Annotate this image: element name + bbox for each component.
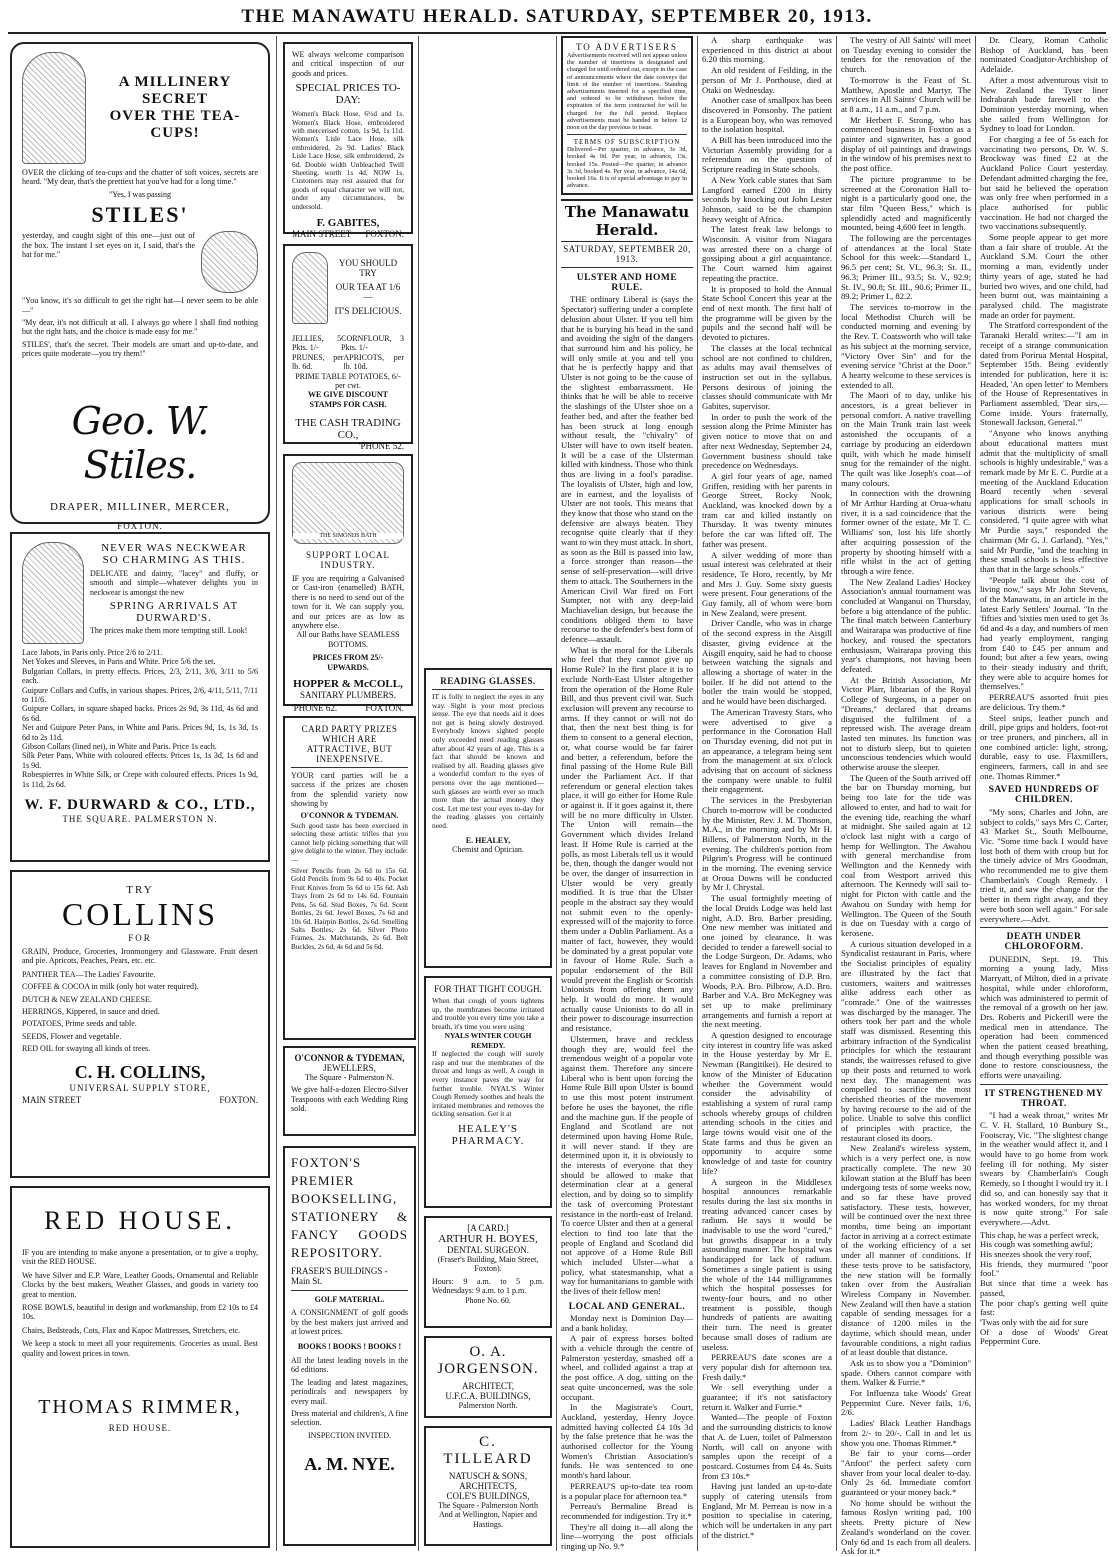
- editorial-column: [561, 36, 693, 1551]
- jorgenson-address: Palmerston North.: [458, 1401, 518, 1410]
- boyes-name: ARTHUR H. BOYES,: [438, 1233, 538, 1245]
- news-item: A pair of express horses bolted with a vehicle through the centre of Palmerston yesterday, smashed off a wheel, and collided against a trap at the post office. A dog, sitting on the seat quite unconcerned, was the sole occupant.: [561, 1333, 693, 1402]
- cash-item: APRICOTS, per lb. 10d.: [343, 352, 404, 372]
- poem-line: 'Twas only with the aid for sure: [980, 1317, 1089, 1327]
- gabites-paragraph: WE always welcome comparison and critical inspection of our goods and prices.: [292, 50, 404, 78]
- gabites-firm: F. GABITES,: [316, 217, 380, 230]
- tea-drinker-illustration: [292, 252, 328, 324]
- lady-portrait-illustration: [22, 52, 86, 164]
- tilleard-architect-ad: [424, 1426, 552, 1546]
- hat-illustration: [201, 231, 258, 293]
- news-item: The New Zealand Ladies' Hockey Association's annual tournament was concluded at Wanganui on Thursday, before a big attendance of the public. The final match between Canterbury and Wairarapa was productive of fine hockey, and roused the spectators enthusiasm, Wairarapa proving this year's champions, not having been defeated.: [841, 576, 971, 674]
- hopper-paragraph: IF you are requiring a Galvanised or Cast-iron (enamelled) BATH, there is no need to send out of the town for it. We can supply you, and our prices are as low as anywhere else.: [292, 574, 404, 631]
- list-item: Net Yokes and Sleeves, in Paris and White. Price 5/6 the set.: [22, 657, 216, 667]
- news-item: PERREAU'S up-to-date tea room is a popular place for afternoon tea.*: [561, 1480, 693, 1501]
- stiles-title-1: A MILLINERY SECRET: [118, 74, 232, 107]
- editorial-title: ULSTER AND HOME RULE.: [576, 273, 678, 294]
- red-house-paragraph: Chairs, Bedsteads, Cots, Flax and Kapoc Mattresses, Stretchers, etc.: [22, 1325, 241, 1335]
- stiles-paragraph: "Yes, I was passing: [108, 189, 171, 199]
- hopper-firm: HOPPER & McCOLL,: [293, 678, 403, 691]
- news-item: To-morrow is the Feast of St. Matthew, Apostle and Martyr. The services in All Saints' Church will be at 8 a.m., 11 a.m., and 7 p.m.: [841, 74, 971, 114]
- cough-paragraph: When that cough of yours tightens up, the membranes become irritated and trouble you every time you take a breath, it's time you were using: [432, 996, 544, 1031]
- throat-title: IT STRENGTHENED MY THROAT.: [984, 1088, 1104, 1109]
- stiles-brand: STILES': [91, 202, 189, 228]
- cash-phone: 'PHONE 52.: [358, 441, 404, 452]
- cash-stamps: WE GIVE DISCOUNT STAMPS FOR CASH.: [307, 390, 388, 409]
- tilleard-address: COLE'S BUILDINGS,: [446, 1491, 530, 1501]
- bath-caption: THE SIMONDS BATH: [293, 533, 403, 539]
- news-item: Dr. Cleary, Roman Catholic Bishop of Auckland, has been nominated Coadjutor-Archbishop of Adelaide.: [980, 35, 1108, 75]
- stiles-paragraph: yesterday, and caught sight of this one—just out of the box. The instant I set eyes on it, I said, that's the hat for me.": [22, 231, 195, 260]
- collins-ad: [10, 870, 270, 1178]
- news-item: After a most adventurous visit to New Zealand the Tyser liner Indrabarah bade farewell to the Dominion yesterday morning, when she sailed from Wellington for Sydney to load for London.: [980, 74, 1108, 134]
- list-item: Lace Jabots, in Paris only. Price 2/6 to 2/11.: [22, 648, 163, 657]
- list-item: Guipure Collars, in square shaped backs. Prices 2s 9d, 3s 11d, 4s 6d and 6s 6d.: [22, 704, 258, 723]
- red-house-firm: THOMAS RIMMER,: [38, 1396, 242, 1419]
- card-party-title: CARD PARTY PRIZES WHICH ARE ATTRACTIVE, BUT INEXPENSIVE.: [301, 724, 398, 764]
- news-item: A question designed to encourage city interest in country life was asked in the House yesterday by Mr E. Newman (Rangitikei). He desired to know of the Minister of Education whether the Government would consider the advisability of establishing a system of rural camp schools whereby groups of children attending schools in the cities and large towns would visit one of the State farms and thus be given an opportunity to acquire some knowledge of and taste for country life?: [702, 1030, 832, 1176]
- boyes-hours: Hours: 9 a.m. to 5 p.m. Wednesdays: 9 a.m. to 1 p.m.: [432, 1276, 544, 1296]
- boyes-dentist-ad: [424, 1216, 552, 1328]
- red-house-paragraph: ROSE BOWLS, beautiful in design and workmanship, from £2 10s to £4 10s.: [22, 1303, 258, 1322]
- news-item: Wanted—The people of Foxton and the surrounding districts to know that A. de Luen, toilet of Palmerston North, will call on anyone with samples upon the receipt of a postcard. Costumes from £4 4s. Suits from £3 10s.*: [702, 1412, 832, 1481]
- durward-address: THE SQUARE. PALMERSTON N.: [62, 814, 218, 825]
- list-item: Gibson Collars (lined net), in White and Paris. Price 1s each.: [22, 742, 217, 752]
- collins-firm: C. H. COLLINS,: [74, 1061, 206, 1082]
- news-column-5: [702, 36, 832, 1551]
- news-item: A Bill has been introduced into the Victorian Assembly providing for a referendum on the question of Scripture reading in State schools.: [702, 135, 832, 175]
- news-item: "I had a weak throat," writes Mr C. V. H. Stallard, 10 Bunbury St., Footscray, Vic. "The slightest change in the weather would affect it, and I would have to go home from work feeling ill for nothing. My sister swears by Chamberlain's Cough Remedy, so I thought I would try it. I did so, and can honestly say that it has worked wonders, for my throat is now quite strong." For sale everywhere.—Advt.: [980, 1110, 1108, 1227]
- card-party-paragraph: YOUR card parties will be a success if the prizes are chosen from the splendid variety now showing by: [291, 771, 408, 809]
- gabites-town: FOXTON.: [365, 229, 404, 240]
- jorgenson-name: O. A. JORGENSON.: [437, 1344, 539, 1377]
- collins-town: FOXTON.: [219, 1094, 258, 1105]
- notices-paragraph: Advertisements received will not appear unless the number of insertions is designated and charged for until ordered out, except in the case of announcements where the date conveys the limit of the number of insertions. Standing advertisements inserted for a specified time, and ordered to be withdrawn before the expiration of the term contracted for will be charged for the full period. Replace advertisements must be handed in before 12 noon on the day previous to issue.: [567, 52, 688, 132]
- hopper-paragraph: All our Baths have SEAMLESS BOTTOMS.: [296, 630, 400, 649]
- news-item: The picture programme to be screened at the Coronation Hall to-night is a particularly good one, the star film "Queen Bess," which is splendidly acted and magnificently mounted, being 4,600 feet in length.: [841, 173, 971, 233]
- list-item: Bulgarian Collars, in pretty effects. Prices, 2/3, 2/11, 3/6, 3/11 to 5/6 each.: [22, 666, 258, 686]
- jorgenson-trade: ARCHITECT,: [461, 1381, 515, 1391]
- news-item: DUNEDIN, Sept. 19. This morning a young lady, Miss Marryatt, of Milton, died in a private hospital, while under chloroform, which was administered to permit of the removal of a growth on her jaw. Drs. Roberts and Pickerill were the medical men in attendance. The operation had been commenced when the patient ceased breathing, and though everything possible was done to restore consciousness, the efforts were unavailing.: [980, 953, 1108, 1081]
- list-item: RED OIL for swaying all kinds of trees.: [22, 1044, 151, 1054]
- nye-paragraph: A CONSIGNMENT of golf goods by the best makers just arrived and at lowest prices.: [291, 1308, 408, 1337]
- poem-line: His sneezes shook the very roof,: [980, 1249, 1092, 1260]
- boyes-phone: Phone No. 60.: [465, 1295, 511, 1305]
- news-item: "Anyone who knows anything about educational matters must admit that the multiplicity of small schools is highly undesirable," was a remark made by Mr E. C. Purdie at a meeting of the Auckland Education Board recently when several applications for small schools in various districts were being considered. "I quite agree with what Mr Purdie says," responded the chairman (Mr G. J. Garland). "Yes," said Mr Purdie, "and the teaching in these small schools is less effective than that in the large schools.": [980, 428, 1108, 574]
- news-item: "People talk about the cost of living now," says Mr John Stevens, of the Manawatu, in an article in the latest Early Settlers' Journal. "In the 'fifties and 'sixties men used to get 3s 6d and 4s a day, and numbers of men had yearly employment, ranging from £40 to £45 per annum and found; but after a few years, owing to their steady industry and thrift, they were able to acquire homes for themselves.": [980, 574, 1108, 692]
- news-column-6: [841, 35, 971, 1557]
- newspaper-masthead: THE MANAWATU HERALD. SATURDAY, SEPTEMBER 20, 1913.: [8, 6, 1106, 34]
- golf-title: GOLF MATERIAL.: [314, 1295, 385, 1304]
- news-item: A surgeon in the Middlesex hospital announces remarkable results during the last six months in treating advanced cancer cases by radium. He says it would be inadvisable to use the word "cured," but growths disappear in a truly astounding manner. The hospital was handicapped for lack of radium. Sometimes a single patient is using the whole of the 144 milligrammes which the hospital possesses for twenty-four hours, and no other treatment is possible, though hundreds of patients are awaiting their turn. The need is greater because small doses of radium are useless.: [702, 1176, 832, 1352]
- news-item: It is proposed to hold the Annual State School Concert this year at the end of next month. The first half of the programme will be given by the pupils and the second half will be devoted to pictures.: [702, 283, 832, 343]
- column-rule: [697, 36, 698, 1551]
- news-item: Mr Herbert F. Strong, who has commenced business in Foxton as a painter and signwriter, has a good display of oil paintings and drawings in the window of his premises next to the post office.: [841, 114, 971, 174]
- news-item: New Zealand's wireless system, which is a very perfect one, is now practically complete. The new 30 kilowatt station at the Bluff has been undergoing tests of some weeks now, and so far these have proved satisfactory. These tests, however, will be continued over the next three months, time being an important factor in arriving at a correct estimate of the working efficiency of a set under all manner of conditions. If these tests prove to be satisfactory, the new station will be formally taken over from the Australian Wireless Company in November. New Zealand will then have a station capable of sending messages for a distance of 1200 miles in the daytime, which should mean, under favourable conditions, a night radius of at least double that distance.: [841, 1143, 971, 1358]
- poem-line: Of a dose of Woods' Great Peppermint Cure.: [980, 1326, 1108, 1347]
- list-item: HERRINGS, Kippered, in sauce and dried.: [22, 1007, 160, 1017]
- durward-arrivals-1: SPRING ARRIVALS AT: [109, 600, 239, 613]
- death-chloroform-title: DEATH UNDER CHLOROFORM.: [1004, 932, 1084, 952]
- news-item: Ladies' Black Leather Handbags from 2/- to 20/-. Call in and let us show you one. Thomas Rimmer.*: [841, 1418, 971, 1448]
- cash-title-1: YOU SHOULD TRY: [338, 258, 398, 278]
- pharmacy-name: HEALEY'S: [457, 1122, 519, 1135]
- news-item: The vestry of All Saints' will meet on Tuesday evening to consider the tenders for the renovation of the church.: [841, 35, 971, 75]
- durward-arrivals-2: DURWARD'S.: [136, 612, 212, 625]
- durward-title-2: SO CHARMING AS THIS.: [102, 554, 246, 566]
- news-item: In the Magistrate's Court, Auckland, yesterday, Henry Joyce admitted having collected £4 10s 3d by the false pretence that he was the authorised collector for the Young Women's Christian Association's funds. He was sentenced to one month's hard labour.: [561, 1402, 693, 1481]
- red-house-paragraph: We have Silver and E.P. Ware, Leather Goods, Ornamental and Reliable Clocks by the best makers, Weather Glasses, and goods in variety too great to mention.: [22, 1270, 258, 1299]
- herald-nameplate: The Manawatu Herald.: [561, 199, 693, 242]
- cash-firm: THE CASH TRADING CO.,: [295, 417, 401, 442]
- tilleard-address: The Square - Palmerston North: [438, 1501, 538, 1510]
- red-house-place: RED HOUSE.: [108, 1423, 172, 1434]
- news-item: Monday next is Dominion Day—and a bank holiday.: [561, 1312, 693, 1333]
- column-rule: [975, 36, 976, 1551]
- oconnor-firm: O'CONNOR & TYDEMAN,: [294, 1053, 405, 1063]
- news-item: Be fair to your corns—order "Anfoot" the perfect safety corn shaver from your local dealer to-day. Only 2s 6d. Immediate comfort guaranteed or your money back.*: [841, 1448, 971, 1498]
- issue-date: SATURDAY, SEPTEMBER 20, 1913.: [563, 244, 691, 265]
- local-general-title: LOCAL AND GENERAL.: [568, 1301, 686, 1312]
- list-item: DUTCH & NEW ZEALAND CHEESE.: [22, 994, 152, 1004]
- stiles-paragraph: "You know, it's so difficult to get the right hat—I never seem to be able—": [22, 296, 258, 315]
- news-item: PERREAU'S date scones are a very popular dish for afternoon tea. Fresh daily.*: [702, 1352, 832, 1382]
- red-house-ad: [10, 1186, 270, 1548]
- notices-title: TO ADVERTISERS: [575, 42, 679, 52]
- tilleard-trade: ARCHITECTS,: [459, 1481, 517, 1491]
- stiles-paragraph: STILES', that's the secret. Their models are smart and up-to-date, and prices quite moderate—you try them!": [22, 339, 258, 359]
- news-item: Another case of smallpox has been discovered in Ponsonby. The patient is a European boy, who was removed to the isolation hospital.: [702, 95, 832, 135]
- column-rule: [836, 36, 837, 1551]
- news-item: The following are the percentages of attendances at the local State School for this week:—Standard I., 96.5 per cent; St. VI., 96.3; St. II., 96.3; Primer III., 93.5; St. V., 92.9; St. IV., 90.8; St. III., 90.6; Primer II., 89.2; Primer I., 82.2.: [841, 233, 971, 302]
- cash-item: JELLIES, 5 Pkts. 1/-: [292, 334, 342, 353]
- hopper-town: FOXTON.: [365, 703, 404, 714]
- card-party-paragraph: Silver Pencils from 2s 6d to 15s 6d. Gold Pencils from 9s 6d to 40s. Pocket Fruit Knives from 5s 6d to 15s 6d. Ash Trays from 2s 6d to 14s 6d. Fountain Pens, 5s 6d. Stud Boxes, 7s 6d. Scent Bottles, 2s 6d. Jewel Boxes, 7s 6d and 10s 6d. Hairpin Bottles, 2s 6d. Smelling Salts Bottles, 2s 6d. Silver Photo Frames, 2s. Matchstands, 2s 6d. Belt Buckles, 2s 6d, 4s 6d and 5s 6d.: [291, 867, 408, 951]
- oconnor-tydeman-ad: [283, 1046, 416, 1136]
- jorgenson-address: U.F.C.A. BUILDINGS,: [445, 1391, 531, 1401]
- poem-line: But since that time a week has passed,: [980, 1278, 1108, 1298]
- nye-paragraph: The leading and latest magazines, periodicals and newspapers by every mail.: [291, 1377, 408, 1406]
- list-item: POTATOES, Prime seeds and table.: [22, 1019, 137, 1029]
- card-party-paragraph: Such good taste has been exercised in selecting these artistic trifles that you cannot help picking something that will give delight to the winner. They include:—: [291, 822, 408, 864]
- card-party-firm: O'CONNOR & TYDEMAN.: [300, 810, 399, 820]
- boyes-address: (Fraser's Building, Main Street, Foxton).: [437, 1255, 539, 1274]
- healey-title: READING GLASSES.: [440, 676, 536, 686]
- gabites-street: MAIN STREET: [292, 229, 352, 240]
- list-item: PANTHER TEA—The Ladies' Favourite.: [22, 969, 156, 979]
- nye-paragraph: All the latest leading novels in the 6d editions.: [291, 1356, 408, 1375]
- hopper-prices: PRICES FROM 25/- UPWARDS.: [312, 653, 384, 672]
- cough-remedy: NYALS WINTER COUGH REMEDY.: [444, 1031, 532, 1050]
- healey-paragraph: IT is folly to neglect the eyes in any way. Sight is your most precious sense. The eye that needs aid it does not get is being slowly destroyed. Everybody knows sighted people only exceeded need reading glasses after about 42 years of age. This is a fact that should be known and realised by all. Reading glasses give a wonderful comfort to the eyes of persons over the age mentioned—such glasses are worth ever so much more than the actual money they cost. Let me test your eyes to-day for the reading glasses you certainly need.: [432, 692, 544, 830]
- news-item: The Stratford correspondent of the Taranaki Herald writes:—"I am in receipt of a strange communication dated from Porirua Mental Hospital, September 15th. Being evidently intended for publication, here it is: Headed, 'An open letter' to Members of the House of Representatives in Parliament assembled, 'Dear sirs,—Come inside. Yours fraternally, Stonewall Jackson, General.'": [980, 320, 1108, 428]
- news-item: The American Travesty Stars, who were advertised to give a performance in the Coronation Hall on Thursday evening, did not put in an appearance, a telegram being sent from the management at six o'clock advising that on account of sickness the company were unable to fulfil their engagement.: [702, 706, 832, 795]
- cash-title-3: IT'S DELICIOUS.: [334, 306, 402, 316]
- news-item: Ask us to show you a "Dominion" spade. Others cannot compare with them. Walker & Furrie.*: [841, 1357, 971, 1388]
- news-item: "My sons, Charles and John, are subject to colds," says Mrs C. Carter, 43 Market St., South Melbourne, Vic. "Some time back I would have lost both of them with croup but for the timely advice of Mrs Goodman, who recommended me to give them Chamberlain's Cough Remedy. I tried it, and saw the change for the better in them right away, and they were both soon well again." For sale everywhere.—Advt.: [980, 806, 1108, 924]
- news-item: A silver wedding of more than usual interest was celebrated at their residence, Te Horo, recently, by Mr and Mrs J. Guy. Some sixty guests were present. Four generations of the Guy family, all of whom were born in New Zealand, were present.: [702, 549, 832, 618]
- news-item: For charging a fee of 5s each for vaccinating two persons, Dr. W. S. Brockway was fined £2 at the Auckland Police Court yesterday. Defendant admitted charging the fee, but said he believed the operation was only free when performed in a place authorised for public vaccination. He had not charged the two vaccinations subsequently.: [980, 134, 1108, 232]
- news-item: Having just landed an up-to-date supply of catering utensils from England, Mr M. Perreau is now in a position to specialise in catering, which will be undertaken in any part of the district.*: [702, 1481, 832, 1540]
- list-item: Net and Guipure Peter Pans, in White and Paris. Prices 9d, 1s, 1s 3d, 1s 6d to 2s 11d.: [22, 723, 258, 742]
- editorial-paragraph: Ulstermen, brave and reckless though they are, would feel the tremendous weight of a popular vote against them. Therefore any sincere Liberal who is bent upon forcing the Home Rule Bill upon Ulster is bound to use this most potent instrument before he uses the bayonet, the rifle and the machine gun. If the people of England and Scotland are not determined upon having Home Rule, it will never stand. If they are determined upon it, it is obviously to the interests of everyone that they should be allowed to make that determination clear at a general election, and by doing so to simplify the task of overcoming Protestant resistance in the north-east of Ireland. To coerce Ulster and then at a general election to find too late that the people of England and Scotland did not approve of a Home Rule Bill which included Ulster—what a policy, what statesmanship, what a way for humanitarians to gamble with the lives of their fellow men!: [561, 1033, 693, 1297]
- news-item: The classes at the local technical school are not confined to children, as adults may avail themselves of instruction set out in the syllabus. Persons desirous of joining the classes should communicate with Mr Gabites, supervisor.: [702, 342, 832, 412]
- oconnor-address: The Square - Palmerston N.: [304, 1073, 395, 1082]
- books-heading: BOOKS ! BOOKS ! BOOKS !: [297, 1341, 402, 1351]
- news-item: The Maori of to day, unlike his ancestors, is a great believer in personal comfort. A native travelling on the Main Trunk train last week astonished the occupants of a carriage by producing an eiderdown quilt, with which he made himself snug for the remainder of the night. The quilt was like Joseph's coat—of many colours.: [841, 390, 971, 488]
- column-rule: [556, 36, 557, 1551]
- stiles-trade: DRAPER, MILLINER, MERCER,: [50, 500, 230, 513]
- list-item: Silk Peter Pans, White with coloured effects. Prices 1s, 1s 3d, 1s 6d and 1s 9d.: [22, 751, 258, 770]
- nye-name: A. M. NYE.: [304, 1454, 395, 1475]
- nye-paragraph: Dress material and children's, A fine selection.: [291, 1409, 408, 1428]
- news-item: A girl four years of age, named Griffen, residing with her parents in George Street, Rocky Nook, Auckland, was knocked down by a tram car and killed instantly on Thursday. It was twenty minutes before the car was lifted off. The father was present.: [702, 470, 832, 549]
- tilleard-firm: NATUSCH & SONS,: [448, 1471, 528, 1481]
- nye-title: FOXTON'S PREMIER BOOKSELLING, STATIONERY & FANCY GOODS REPOSITORY.: [291, 1155, 408, 1260]
- stiles-town: FOXTON.: [117, 520, 163, 531]
- news-item: Steel snips, leather punch and drill, pipe grips and holders, foot-rot or tree pruners, and pinchers, all in one combined article: light, strong, durable, easy to use. Flaxmillers, engineers, farmers, call in and see one. Thomas Rimmer.*: [980, 712, 1108, 781]
- column-rule: [418, 36, 419, 1551]
- news-item: In order to push the work of the session along the Prime Minister has given notice to move that on and after next Wednesday, September 24, Government business should take precedence on Wednesdays.: [702, 411, 832, 471]
- nye-invite: INSPECTION INVITED.: [307, 1430, 392, 1440]
- collins-try: TRY: [126, 884, 154, 896]
- boyes-trade: DENTAL SURGEON.: [447, 1245, 529, 1255]
- red-house-paragraph: We keep a stock to meet all your requirements. Groceries as usual. Best quality and lowest prices in town.: [22, 1339, 258, 1358]
- hopper-mccoll-ad: [283, 454, 413, 714]
- hopper-phone: 'PHONE 62.: [292, 703, 338, 714]
- saved-children-title: SAVED HUNDREDS OF CHILDREN.: [988, 785, 1100, 806]
- stiles-paragraph: OVER the clicking of tea-cups and the chatter of soft voices, secrets are heard. "My dear, that's the prettiest hat you've had for a long time.": [22, 168, 258, 187]
- news-item: The Queen of the South arrived off the bar on Thursday morning, but being too late for the tide was allowed to enter, and had to wait for the evening tide, reaching the wharf at midnight. She sailed again at 12 o'clock last night with a cargo of hemp for Wellington. The Awahou with general merchandise from Wellington and the Kennedy with coal from Westport arrived this afternoon. The Kennedy will sail to-night for Picton with cattle and the Awahou on Sunday with hemp for Wellington. The Queen of the South is due on Tuesday with a cargo of kerosene.: [841, 772, 971, 938]
- durward-paragraph: The prices make them more tempting still. Look!: [90, 626, 248, 636]
- oconnor-trade: JEWELLERS,: [323, 1063, 376, 1073]
- boyes-card: [A CARD.]: [467, 1223, 509, 1233]
- column-rule: [276, 36, 277, 1551]
- poem-line: The poor chap's getting well quite fast:: [980, 1297, 1108, 1318]
- collins-name: COLLINS: [61, 896, 219, 932]
- red-house-paragraph: IF you are intending to make anyone a presentation, or to give a trophy, visit the RED HOUSE.: [22, 1248, 258, 1267]
- cash-title-2: OUR TEA AT 1/6—: [335, 282, 401, 302]
- notices-box: [561, 36, 693, 195]
- stiles-millinery-ad: [10, 42, 270, 531]
- news-item: PERREAU'S assorted fruit pies are delicious. Try them.*: [980, 692, 1108, 712]
- news-item: An old resident of Feilding, in the person of Mr J. Porthouse, died at Otaki on Wednesday.: [702, 65, 832, 95]
- gabites-ad: [283, 42, 413, 240]
- pharmacy-word: PHARMACY.: [451, 1134, 525, 1147]
- news-item: At the British Association, Mr Victor Plarr, librarian of the Royal College of Surgeons, in a paper on "Dreams," declared that dreams disguised the fulfilment of a repressed wish. The average dream lasted ten minutes. Its function was not to disturb sleep, but to quieten unconscious tendencies which would otherwise arouse the sleeper.: [841, 674, 971, 773]
- editorial-paragraph: THE ordinary Liberal is (says the Spectator) suffering under a complete delusion about Ulster. If you tell him that he is burying his head in the sand and avoiding the sight of the dangers that surround him and his policy, he will only smile at you and tell you that he is perfectly happy and that Ulster is not going to be the cause of the slightest embarrassment. He thinks that he will be able to receive the slashings of the Ulster shoe on a feather bed, and after the feather bed has been struck at long enough without result, the "chivalry" of Ulster will have to own itself beaten. It will be a case of the Ulsterman killed with kindness. Those who think thus are living in a fool's paradise. The loyalists of Ulster, high and low, are in earnest, and the loyalists of Ulster are not tools. This means that they know that those who stand on the defensive are always beaten. They recognise quite clearly that if they want to win they must attack. In short, as soon as the Bill is passed into law, a force stronger than reason—the sense of self-preservation—will drive them to attack. The Southerners in the American Civil War fired on Fort Sumpter, not with any deep-laid Machiavelian design, but because the conditions obliged them to have recourse to the defender's best form of defence—assault.: [561, 294, 693, 645]
- red-house-title: RED HOUSE.: [44, 1206, 236, 1235]
- tilleard-address: And at Wellington, Napier and Hastings.: [438, 1510, 538, 1529]
- news-item: The usual fortnightly meeting of the local Druids Lodge was held last night, A.D. Bro. Barber presiding. One new member was initiated and one joined by clearance. It was decided to tender a farewell social to the Lodge Surgeon, Dr. Adams, who leaves for England in November and a committee consisting of D.P. Bro. Woods, P.A. Bro. Pilbrow, A.D. Bro. Barber and V.A. Bro McKegney was set up to make preliminary arrangements and furnish a report at the next meeting.: [702, 893, 832, 1030]
- news-item: The services to-morrow in the local Methodist Church will be conducted morning and evening by the Rev. T. Coatsworth who will take as his subject at the morning service, "Victory Over Sin" and for the evening service "Christ at the Door." A hearty welcome to these services is extended to all.: [841, 301, 971, 390]
- healey-trade: Chemist and Optician.: [452, 844, 524, 854]
- nye-address: FRASER'S BUILDINGS - Main St.: [291, 1266, 388, 1286]
- news-item: A sharp earthquake was experienced in this district at about 6.20 this morning.: [702, 35, 832, 65]
- card-party-ad: [283, 716, 416, 1040]
- collins-street: MAIN STREET: [22, 1094, 82, 1105]
- stiles-title-2: OVER THE TEA-CUPS!: [109, 108, 241, 141]
- durward-firm: W. F. DURWARD & CO., LTD.,: [24, 797, 256, 814]
- bath-illustration: [292, 462, 404, 544]
- oconnor-paragraph: We give half-a-dozen Electro-Silver Teaspoons with each Wedding Ring sold.: [291, 1085, 408, 1114]
- news-item: A New York cable states that Sam Langford earned £200 in thirty seconds by knocking out John Lester Johnson, said to be the champion heavy weight of Africa.: [702, 174, 832, 224]
- cough-paragraph: If neglected the cough will surely rasp and tear the membranes of the throat and lungs as well. A cough in every instance paves the way for further trouble. NYAL'S Winter Cough Remedy soothes and heals the irritated membranes and removes the tickling sensation. Get it at: [432, 1049, 544, 1119]
- lady-neckwear-illustration: [22, 542, 84, 644]
- poem-line: His cough was something awful;: [980, 1239, 1093, 1250]
- collins-paragraph: GRAIN, Produce, Groceries, Ironmongery and Glassware. Fruit desert and pie. Apricots, Peaches, Pears, etc. etc.: [22, 947, 258, 966]
- collins-for: FOR: [128, 933, 152, 943]
- news-item: For Influenza take Woods' Great Peppermint Cure. Never fails, 1/6, 2/6.: [841, 1388, 971, 1418]
- cough-title: FOR THAT TIGHT COUGH.: [434, 984, 542, 994]
- durward-paragraph: DELICATE and dainty, "lacey" and fluffy, or smooth and simple—whatever delights you in neckwear is amongst the new: [90, 569, 258, 597]
- healey-cough-ad: [424, 976, 552, 1208]
- stiles-paragraph: "My dear, it's not difficult at all. I always go where I shall find nothing but the right hats, and the choice is made easy for me.": [22, 318, 258, 337]
- gabites-title: SPECIAL PRICES TO-DAY:: [295, 82, 401, 107]
- tilleard-name: C. TILLEARD: [443, 1434, 533, 1467]
- news-column-7: [980, 36, 1108, 1551]
- news-item: The services in the Presbyterian Church to-morrow will be conducted by the Minister, Rev. J. M. Thomson, M.A., in the morning and by Mr H. Billens, of Palmerston North, in the evening. The children's portion from Pilgrim's Progress will be continued in the morning. The evening service at Oroua Downs will be conducted by Mr J. Chrystal.: [702, 795, 832, 893]
- news-item: They're all doing it—all along the line—worrying the post officials ringing up No. 9.*: [561, 1521, 693, 1552]
- news-item: Perreau's Bermaline Bread is recommended for indigestion. Try it.*: [561, 1501, 693, 1521]
- news-item: In connection with the drowning of Mr Arthur Harding at Orua-whatu river, it is a sad coincidence that the former owner of the estate, Mr T. C. Williams' son, lost his life shortly after acquiring possession of the property by shooting himself with a rifle whilst in the act of getting through a wire fence.: [841, 488, 971, 576]
- cash-item: PRIME TABLE POTATOES, 6/- per cwt.: [295, 371, 401, 391]
- subscription-paragraph: Delivered—Per quarter, in advance, 3s 3d, booked 4s 0d. Per year, in advance, 13s, booked 15s. Posted—Per quarter, in advance 3s 3d, booked 4s. Per year, in advance, 14s 6d, booked 16s. It is of special advantage to pay in advance.: [567, 146, 687, 190]
- collins-store: UNIVERSAL SUPPLY STORE,: [69, 1082, 211, 1093]
- poem-line: This chap, he was a perfect wreck,: [980, 1229, 1099, 1240]
- durward-title-1: NEVER WAS NECKWEAR: [101, 542, 247, 554]
- poem-line: His friends, they murmured "poor fool.": [980, 1258, 1108, 1279]
- news-item: No home should be without the famous Roslyn writing pad, 100 sheets. Pretty picture of New Zealand's wonderland on the cover. Only 6d and 1s each from all dealers. Ask for it.*: [841, 1497, 971, 1557]
- news-item: A curious situation developed in a Syndicalist restaurant in Paris, where the Socialist principles of equality are illustrated by the fact that customers, waiters and waitresses alike address each other as "comrade." One of the waitresses was discharged by the manager. The others took her part and the whole staff was dismissed. Resenting this arbitrary infraction of the Syndicalist principles for which the restaurant stands, the waitresses refused to give up their posts and returned to work next day. The management was compelled to sacrifice the most cherished theories of the movement by having recourse to the aid of the police. Unable to solve this conflict of principles with practice, the restaurant closed its doors.: [841, 938, 971, 1143]
- subscription-title: TERMS OF SUBSCRIPTION: [573, 138, 681, 147]
- news-item: Driver Candle, who was in charge of the second express in the Aisgill disaster, giving evidence at the Aisgill enquiry, said he had to choose between watching the signals and allowing a shortage of water in the boiler. If he did not attend to the boiler the train would be stopped, and he would have been discharged.: [702, 618, 832, 707]
- healey-reading-glasses-ad: [424, 668, 552, 968]
- hopper-title: SUPPORT LOCAL INDUSTRY.: [305, 550, 391, 570]
- durward-neckwear-ad: [10, 532, 270, 862]
- cash-item: CORNFLOUR, 3 Pkts. 1/-: [341, 334, 404, 353]
- news-item: Some people appear to get more than a fair share of trouble. At the Auckland S.M. Court the other morning a man, evidently under thirty years of age, stated he had buried two wives, and one child, had been burnt out, was maintaining a paralysed child. The magistrate made an order for payment.: [980, 232, 1108, 320]
- stiles-signature: Geo. W. Stiles.: [71, 398, 209, 487]
- list-item: COFFEE & COCOA in milk (only hot water required).: [22, 982, 199, 992]
- cash-item: PRUNES, per lb. 6d.: [292, 352, 344, 372]
- hopper-trade: SANITARY PLUMBERS.: [300, 690, 396, 701]
- list-item: Guipure Collars and Cuffs, in various shapes. Prices, 2/6, 4/11, 5/11, 7/11 to 11/6.: [22, 685, 258, 705]
- healey-name: E. HEALEY,: [465, 835, 511, 845]
- list-item: SEEDS, Flower and vegetable.: [22, 1031, 122, 1041]
- nye-bookseller-ad: [283, 1146, 416, 1546]
- gabites-paragraph: Women's Black Hose, 6½d and 1s. Women's Black Hose, embroidered with mercerised cotton, 1s 9d, 1s 11d. Women's Lisle Lace Hose, silk embroidered, 2s 9d. Ladies' Black Lisle Lace Hose, silk embroidered, 2s 6d. Double width Unbleached Twill Sheeting, worth 1s 4d, NOW 1s. Customers may rest assured that for goods of equal character we will not, under any circumstances, be undersold.: [292, 110, 404, 211]
- news-item: We sell everything under a guarantee; if it's not satisfactory return it. Walker and Furrie.*: [702, 1382, 832, 1412]
- cash-trading-ad: [283, 244, 413, 452]
- jorgenson-architect-ad: [424, 1336, 552, 1418]
- news-item: The latest freak law belongs to Wisconsin. A visitor from Niagara was arrested there on a charge of gossiping about a girl acquaintance. The Court warned him against repeating the practice.: [702, 224, 832, 283]
- editorial-paragraph: What is the moral for the Liberals who feel that they cannot give up Home Rule? In the first place it is to exclude North-East Ulster altogether from the operation of the Home Rule Bill, and thus prevent civil war. Such exclusion will prevent any recourse to arms. If they cannot or will not do that, then the next best thing is for them to consent to a general election, or, what course would be far fairer and better, a referendum, before the final passing of the Home Rule Bill under the Parliament Act. If that referendum or general election takes place, it will go either for Home Rule or against it. If it goes against it, there will be no more difficulty in Ulster. The Union will remain—the Government which divides Ireland least. If Home Rule is carried at the polls, as most Liberals tell us it would be, then, though the danger would not be over, the danger of insurrection in Ulster would be very greatly modified. It is true that the Ulster people in the abstract say they would not submit even to the openly-expressed will of the majority to force them under a Dublin Parliament. As a matter of fact, however, they would be dominated by a great popular vote in favour of Home Rule. Such a popular endorsement of the Bill would prevent the English or Scottish Unionists from offering them any help. It would do more. It would actually cause Unionists to do all in their power to discourage insurrection and resistance.: [561, 644, 693, 1034]
- list-item: Robespierres in White Silk, or Crepe with coloured effects. Prices 1s 9d, 1s 11d, 2s 6d.: [22, 770, 258, 789]
